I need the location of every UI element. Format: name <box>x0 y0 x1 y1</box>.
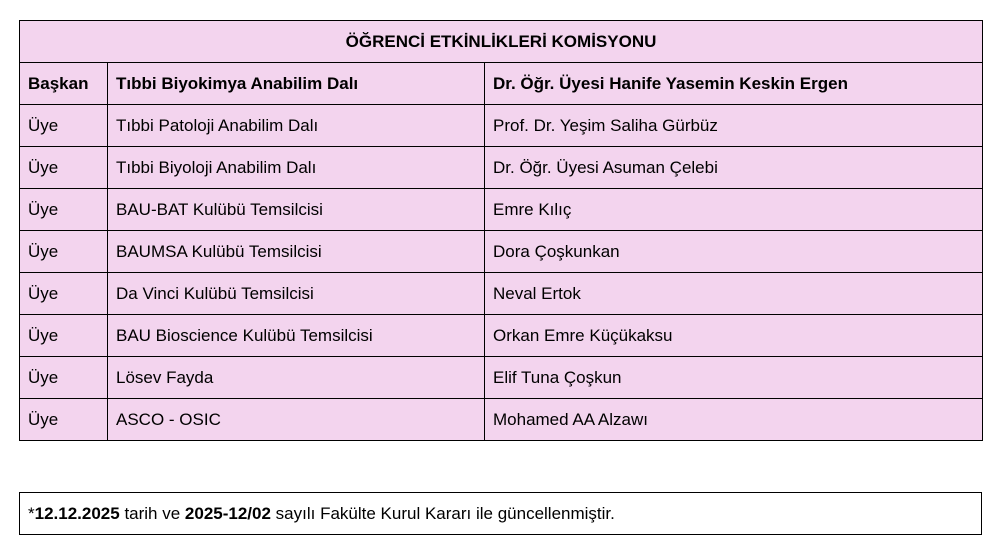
member-unit: BAU Bioscience Kulübü Temsilcisi <box>108 315 485 357</box>
chair-row <box>20 63 983 105</box>
member-name: Neval Ertok <box>485 273 983 315</box>
member-role: Üye <box>20 147 108 189</box>
table-row <box>20 231 983 273</box>
member-role: Üye <box>20 273 108 315</box>
table-row <box>20 315 983 357</box>
member-role: Üye <box>20 231 108 273</box>
note-prefix: * <box>28 503 35 523</box>
member-name: Emre Kılıç <box>485 189 983 231</box>
member-unit: BAU-BAT Kulübü Temsilcisi <box>108 189 485 231</box>
member-name: Dora Çoşkunkan <box>485 231 983 273</box>
table-row <box>20 357 983 399</box>
member-name: Mohamed AA Alzawı <box>485 399 983 441</box>
member-role: Üye <box>20 357 108 399</box>
member-unit: ASCO - OSIC <box>108 399 485 441</box>
member-unit: BAUMSA Kulübü Temsilcisi <box>108 231 485 273</box>
table-row <box>20 189 983 231</box>
table-row <box>20 147 983 189</box>
member-unit: Lösev Fayda <box>108 357 485 399</box>
committee-table <box>19 20 983 441</box>
note-date: 12.12.2025 <box>34 503 120 523</box>
member-role: Üye <box>20 315 108 357</box>
member-name: Elif Tuna Çoşkun <box>485 357 983 399</box>
table-title: ÖĞRENCİ ETKİNLİKLERİ KOMİSYONU <box>20 21 983 63</box>
chair-unit: Tıbbi Biyokimya Anabilim Dalı <box>108 63 485 105</box>
table-row <box>20 105 983 147</box>
note-text-1: tarih ve <box>119 503 185 523</box>
note-decision-number: 2025-12/02 <box>184 503 271 523</box>
member-unit: Tıbbi Biyoloji Anabilim Dalı <box>108 147 485 189</box>
note-text-2: sayılı Fakülte Kurul Kararı ile güncellenmiştir. <box>270 503 615 523</box>
member-name: Prof. Dr. Yeşim Saliha Gürbüz <box>485 105 983 147</box>
member-role: Üye <box>20 399 108 441</box>
member-role: Üye <box>20 189 108 231</box>
member-name: Orkan Emre Küçükaksu <box>485 315 983 357</box>
chair-name: Dr. Öğr. Üyesi Hanife Yasemin Keskin Ergen <box>485 63 983 105</box>
table-row <box>20 273 983 315</box>
table-row <box>20 399 983 441</box>
member-role: Üye <box>20 105 108 147</box>
chair-role: Başkan <box>20 63 108 105</box>
member-name: Dr. Öğr. Üyesi Asuman Çelebi <box>485 147 983 189</box>
title-row <box>20 21 983 63</box>
member-unit: Da Vinci Kulübü Temsilcisi <box>108 273 485 315</box>
update-note <box>19 492 982 535</box>
member-unit: Tıbbi Patoloji Anabilim Dalı <box>108 105 485 147</box>
